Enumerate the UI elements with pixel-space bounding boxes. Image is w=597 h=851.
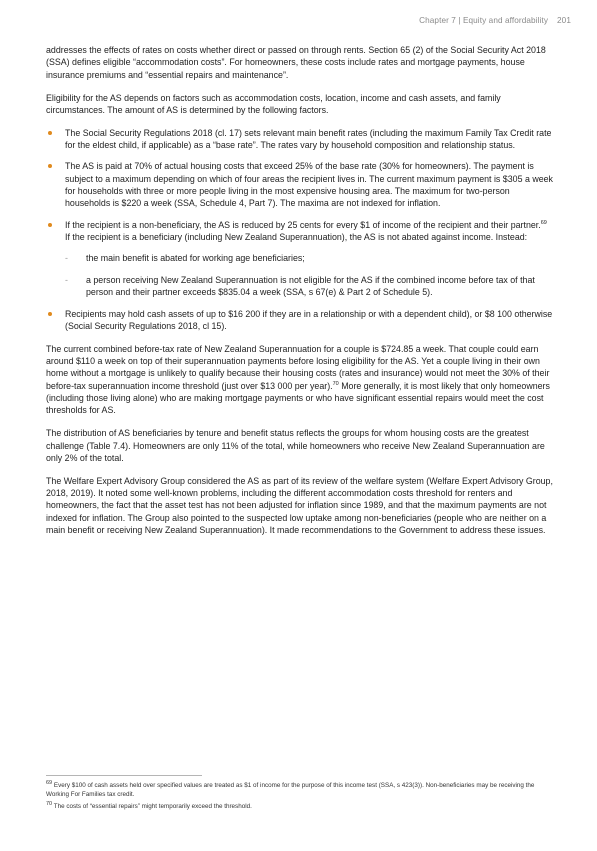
paragraph-text: The current combined before-tax rate of New Zealand Superannuation for a couple is $724.85 a week. That couple could earn around $110 a week on top of their superannuation payments before losing eligibility for the AS. Yet a couple living in their own home without a mortgage is unlikely to qualify because their housing costs (rates and insurance) would not meet the 30% of their before-tax superannuation income threshold (just over $13 000 per year). [46, 343, 550, 391]
running-header [419, 16, 571, 25]
footnote [46, 779, 554, 799]
footnote-number: 69 [46, 779, 53, 786]
footnotes [46, 779, 554, 816]
footnote-text: Every $100 of cash assets held over specified values are treated as $1 of income for the purpose of this income test (SSA, s 423(3)). Non-beneficiaries may be receiving the Working For Families tax credit. [46, 782, 535, 798]
sub-list-item-text: the main benefit is abated for working age beneficiaries; [86, 253, 305, 264]
sub-list-item [65, 252, 554, 264]
bullet-icon [48, 164, 52, 168]
footnote-ref[interactable]: 69 [540, 219, 547, 226]
footnote-text: The costs of “essential repairs” might temporarily exceed the threshold. [52, 803, 252, 811]
list-item-text: Recipients may hold cash assets of up to $16 200 if they are in a relationship or with a dependent child), or $8 100 otherwise (Social Security Regulations 2018, cl 15). [65, 308, 553, 331]
list-item [46, 308, 554, 333]
paragraph: addresses the effects of rates on costs whether direct or passed on through rents. Section 65 (2) of the Social Security Act 2018 (SSA) defines eligible “accommodation costs”. For homeowners, these costs include rates and mortgage payments, house insurance premiums and “essential repairs and maintenance”. [46, 45, 546, 80]
list-item-text: The AS is paid at 70% of actual housing costs that exceed 25% of the base rate (30% for homeowners). The payment is subject to a maximum depending on which of four areas the recipient lives in. The current maximum payment is $305 a week for households with three or more people living in the most expensive housing area. The maximum for two-person households is $220 a week (SSA, Schedule 4, Part 7). The maxima are not indexed for inflation. [65, 161, 553, 209]
paragraph-text: More generally, it is most likely that only homeowners (including those living alone) who are making mortgage payments or who have significant essential repairs would meet the cost thresholds for AS. [46, 380, 550, 416]
paragraph [46, 343, 554, 417]
sub-list-item [65, 274, 554, 299]
footnote [46, 803, 554, 812]
list-item [46, 160, 554, 209]
list-item-text: If the recipient is a beneficiary (including New Zealand Superannuation), the AS is not abated against income. Instead: [65, 232, 528, 243]
sub-list [65, 252, 554, 298]
paragraph: The distribution of AS beneficiaries by tenure and benefit status reflects the groups for whom housing costs are the greatest challenge (Table 7.4). Homeowners are only 11% of the total, while homeowners who receive New Zealand Superannuation are only 2% of the total. [46, 428, 545, 463]
list-item-text: If the recipient is a non-beneficiary, the AS is reduced by 25 cents for every $1 of income of the recipient and their partner. [65, 219, 541, 230]
sub-list-item-text: a person receiving New Zealand Superannuation is not eligible for the AS if the combined income before tax of that person and their partner exceeds $835.04 a week (SSA, s 67(e) & Part 2 of Schedule 5). [86, 274, 535, 298]
footnote-number: 70 [46, 801, 53, 808]
bullet-icon [48, 131, 52, 135]
paragraph: Eligibility for the AS depends on factors such as accommodation costs, location, income and cash assets, and family circumstances. The amount of AS is determined by the following factors. [46, 92, 501, 115]
bullet-icon [48, 312, 52, 316]
footnote-ref[interactable]: 70 [332, 380, 339, 387]
dash-marker: - [65, 274, 68, 285]
chapter-title: Chapter 7 | Equity and affordability [419, 16, 549, 25]
page-number: 201 [557, 16, 571, 25]
footnote-divider [46, 775, 202, 776]
list-item [46, 219, 554, 299]
paragraph: The Welfare Expert Advisory Group considered the AS as part of its review of the welfare system (Welfare Expert Advisory Group, 2018, 2019). It noted some well-known problems, including the different accommodation costs threshold for renters and homeowners, the fact that the asset test has not been adjusted for inflation since 1989, and that the maximum payments are not indexed for inflation. The Group also pointed to the suspected low uptake among non-beneficiaries (people who are neither on a main benefit or receiving New Zealand Superannuation). It made recommendations to the Government to address these issues. [46, 475, 553, 536]
bullet-icon [48, 223, 52, 227]
body-content [46, 44, 554, 547]
list-item-text: The Social Security Regulations 2018 (cl. 17) sets relevant main benefit rates (including the maximum Family Tax Credit rate for the eldest child, if applicable) as a “base rate”. The rates vary by household composition and relationship status. [65, 127, 552, 151]
dash-marker: - [65, 253, 68, 264]
list-item [46, 127, 554, 152]
factor-list [46, 127, 554, 332]
